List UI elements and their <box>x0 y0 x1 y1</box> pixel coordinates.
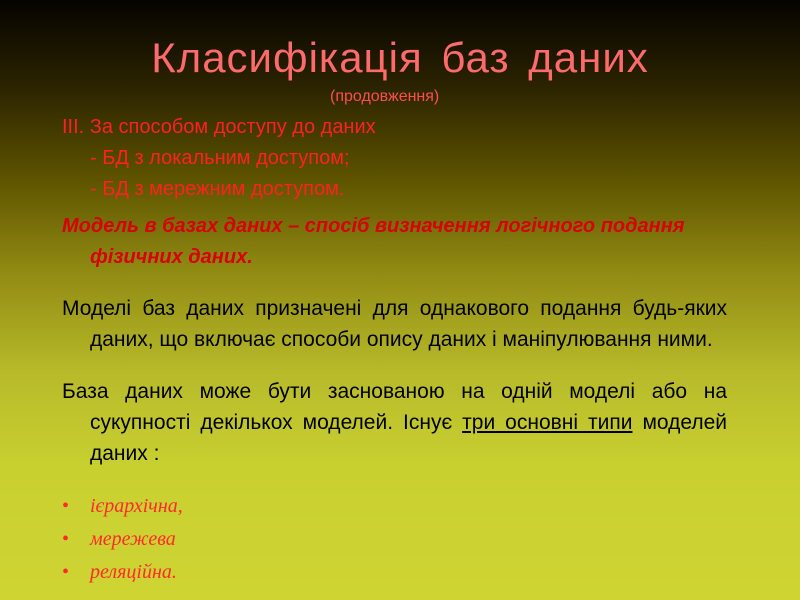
paragraph-model-types <box>62 376 727 469</box>
slide-title: Класифікація баз даних <box>151 34 649 81</box>
access-item-local: - БД з локальним доступом; <box>90 147 350 169</box>
paragraph-model-types-end: моделей даних : <box>90 411 727 465</box>
list-item-hierarchical <box>62 490 727 523</box>
model-definition: Модель в базах даних – спосіб визначення логічного подання фізичних даних. <box>62 215 685 268</box>
list-item-label: реляційна. <box>90 561 177 583</box>
list-item-relational <box>62 556 727 589</box>
slide-subtitle: (продовження) <box>330 88 440 105</box>
bullet-icon: • <box>62 495 70 517</box>
paragraph-model-types-start: База даних може бути заснованою на одній моделі або на сукупності декількох моделей. Існує <box>62 380 727 434</box>
paragraph-models-purpose: Моделі баз даних призначені для однакового подання будь-яких даних, що включає способи опису даних і маніпулювання ними. <box>62 297 727 351</box>
slide-content <box>62 112 727 589</box>
bullet-icon: • <box>62 528 70 550</box>
list-item-label: ієрархічна, <box>90 495 183 517</box>
list-item-label: мережева <box>90 528 176 550</box>
section-heading: ІІІ. За способом доступу до даних <box>62 116 376 138</box>
model-types-list <box>62 490 727 589</box>
access-item-network: - БД з мережним доступом. <box>90 178 345 200</box>
list-item-network <box>62 523 727 556</box>
underlined-three-main-types: три основні типи <box>462 411 633 434</box>
bullet-icon: • <box>62 561 70 583</box>
